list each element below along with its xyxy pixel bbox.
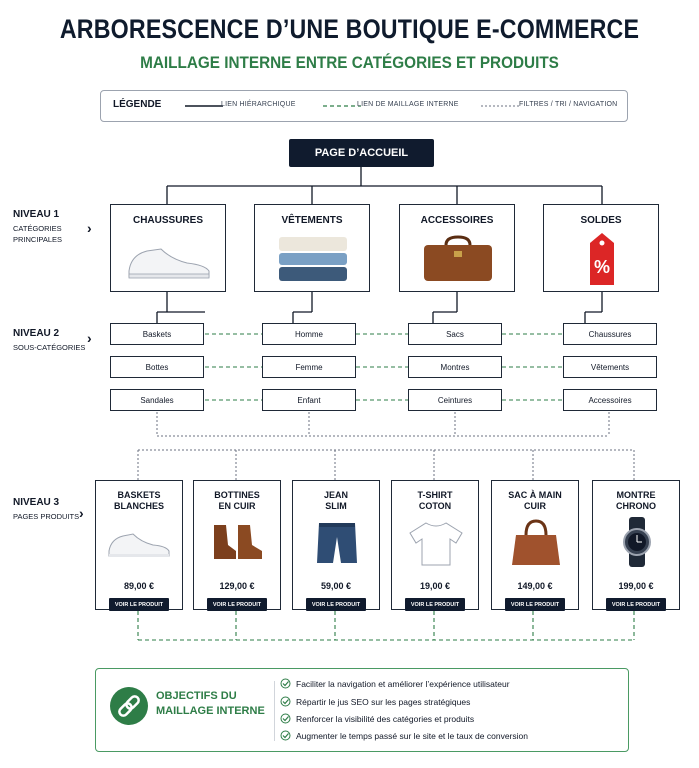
category-accessoires[interactable] xyxy=(399,204,515,292)
product-name-line1: T-SHIRT xyxy=(417,490,453,500)
category-title: SOLDES xyxy=(580,215,622,226)
level-1-sub-a: CATÉGORIES xyxy=(13,224,62,233)
subcategory-item[interactable]: Sandales xyxy=(110,389,204,411)
sneaker-icon xyxy=(125,241,213,283)
view-product-button[interactable]: VOIR LE PRODUIT xyxy=(405,598,465,611)
check-circle-icon xyxy=(280,713,291,724)
check-circle-icon xyxy=(280,730,291,741)
category-soldes[interactable] xyxy=(543,204,659,292)
watch-icon xyxy=(617,515,657,569)
boots-icon xyxy=(210,519,266,565)
navigation-lines xyxy=(138,412,634,480)
level-2-name: NIVEAU 2 xyxy=(13,328,60,339)
sale-tag-icon xyxy=(584,231,620,287)
legend-solid-line xyxy=(185,104,225,108)
product-name-line2: CHRONO xyxy=(616,501,656,511)
home-page-node[interactable]: PAGE D’ACCUEIL xyxy=(289,139,434,167)
chevron-right-icon: › xyxy=(79,505,84,521)
product-name-line1: BASKETS xyxy=(117,490,161,500)
subcategory-item[interactable]: Femme xyxy=(262,356,356,378)
view-product-button[interactable]: VOIR LE PRODUIT xyxy=(606,598,666,611)
view-product-button[interactable]: VOIR LE PRODUIT xyxy=(306,598,366,611)
objective-text: Augmenter le temps passé sur le site et le taux de conversion xyxy=(296,731,528,741)
category-title: CHAUSSURES xyxy=(132,215,203,226)
page-subtitle: MAILLAGE INTERNE ENTRE CATÉGORIES ET PRODUITS xyxy=(140,53,559,72)
level-1-sub-b: PRINCIPALES xyxy=(13,235,63,244)
product-name-line2: CUIR xyxy=(524,501,546,511)
objective-item xyxy=(296,679,510,689)
subcategory-item[interactable]: Montres xyxy=(408,356,502,378)
view-product-button[interactable]: VOIR LE PRODUIT xyxy=(505,598,565,611)
level-2-label xyxy=(13,328,85,353)
legend-label-navigation: FILTRES / TRI / NAVIGATION xyxy=(519,101,618,108)
link-icon xyxy=(110,687,148,725)
view-product-button[interactable]: VOIR LE PRODUIT xyxy=(109,598,169,611)
subcategory-item[interactable]: Baskets xyxy=(110,323,204,345)
objectives-title-line1: OBJECTIFS DU xyxy=(156,690,237,702)
chevron-right-icon: › xyxy=(87,220,92,236)
level-3-name: NIVEAU 3 xyxy=(13,497,60,508)
subcategory-item[interactable]: Chaussures xyxy=(563,323,657,345)
subcategory-item[interactable]: Sacs xyxy=(408,323,502,345)
product-price: 89,00 € xyxy=(123,581,155,591)
product-price: 199,00 € xyxy=(618,581,654,591)
legend xyxy=(100,90,628,122)
product-card[interactable] xyxy=(193,480,281,610)
sneaker-icon xyxy=(106,527,172,563)
objectives-title xyxy=(156,689,265,719)
product-name-line1: JEAN xyxy=(323,490,348,500)
product-card[interactable] xyxy=(592,480,680,610)
product-price: 129,00 € xyxy=(219,581,255,591)
tshirt-icon xyxy=(408,519,464,567)
product-name-line2: SLIM xyxy=(325,501,347,511)
category-title: VÊTEMENTS xyxy=(281,215,343,226)
legend-dotted-line xyxy=(481,104,521,108)
page-title: ARBORESCENCE D’UNE BOUTIQUE E-COMMERCE xyxy=(59,14,640,44)
objective-text: Faciliter la navigation et améliorer l’expérience utilisateur xyxy=(296,679,510,689)
subcategory-item[interactable]: Accessoires xyxy=(563,389,657,411)
subcategory-item[interactable]: Enfant xyxy=(262,389,356,411)
level-2-sub: SOUS-CATÉGORIES xyxy=(13,343,86,352)
product-card[interactable] xyxy=(292,480,380,610)
legend-label-internal: LIEN DE MAILLAGE INTERNE xyxy=(357,101,459,108)
product-card[interactable] xyxy=(95,480,183,610)
subcategory-item[interactable]: Homme xyxy=(262,323,356,345)
product-name-line1: BOTTINES xyxy=(214,490,260,500)
product-name-line2: EN CUIR xyxy=(218,501,256,511)
product-name-line1: MONTRE xyxy=(616,490,656,500)
objective-text: Renforcer la visibilité des catégories et produits xyxy=(296,714,475,724)
subcategory-item[interactable]: Bottes xyxy=(110,356,204,378)
sale-tag-symbol: % xyxy=(593,257,611,277)
objective-text: Répartir le jus SEO sur les pages stratégiques xyxy=(296,697,471,707)
objectives-panel xyxy=(95,668,629,752)
level-3-sub: PAGES PRODUITS xyxy=(13,512,80,521)
product-card[interactable] xyxy=(391,480,479,610)
level-1-label xyxy=(13,209,62,245)
subcategory-item[interactable]: Vêtements xyxy=(563,356,657,378)
category-chaussures[interactable] xyxy=(110,204,226,292)
check-circle-icon xyxy=(280,696,291,707)
category-vetements[interactable] xyxy=(254,204,370,292)
level-1-name: NIVEAU 1 xyxy=(13,209,60,220)
objectives-title-line2: MAILLAGE INTERNE xyxy=(156,705,265,717)
category-title: ACCESSOIRES xyxy=(420,215,494,226)
legend-label-hierarchy: LIEN HIÉRARCHIQUE xyxy=(221,101,296,108)
chevron-right-icon: › xyxy=(87,330,92,346)
check-circle-icon xyxy=(280,678,291,689)
jeans-icon xyxy=(315,519,359,567)
product-name-line2: BLANCHES xyxy=(113,501,164,511)
product-name-line1: SAC À MAIN xyxy=(508,490,562,500)
product-price: 149,00 € xyxy=(517,581,553,591)
briefcase-icon xyxy=(420,233,496,285)
divider xyxy=(274,681,275,741)
level-3-label xyxy=(13,497,79,522)
folded-clothes-icon xyxy=(277,235,349,285)
product-price: 59,00 € xyxy=(320,581,352,591)
objective-item xyxy=(296,731,528,741)
objective-item xyxy=(296,697,470,707)
handbag-icon xyxy=(510,517,562,567)
view-product-button[interactable]: VOIR LE PRODUIT xyxy=(207,598,267,611)
product-name-line2: COTON xyxy=(418,501,452,511)
product-price: 19,00 € xyxy=(419,581,451,591)
objective-item xyxy=(296,714,474,724)
legend-title: LÉGENDE xyxy=(113,99,162,110)
product-card[interactable] xyxy=(491,480,579,610)
subcategory-item[interactable]: Ceintures xyxy=(408,389,502,411)
